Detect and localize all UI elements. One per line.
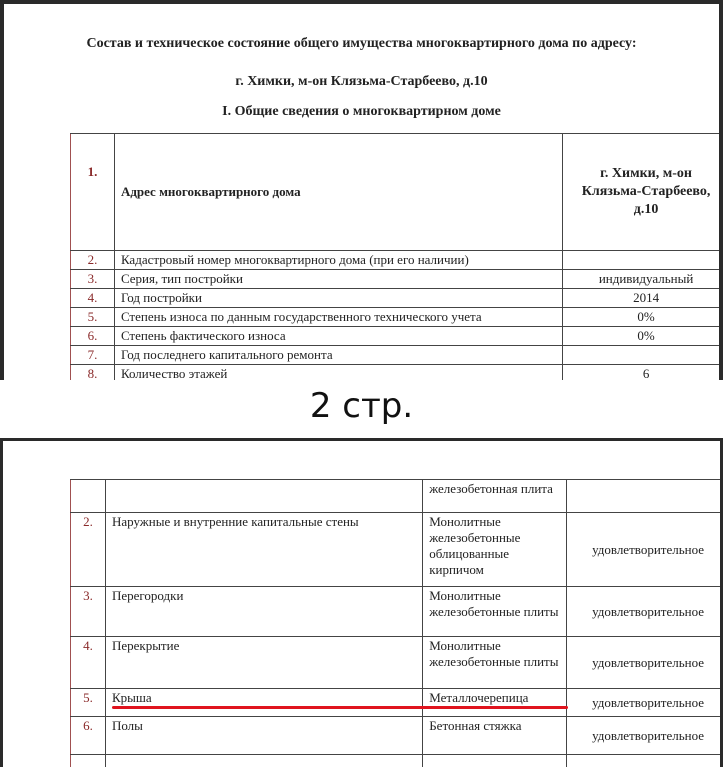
row-label: Перегородки — [105, 587, 422, 637]
page-1-scan — [0, 0, 723, 380]
row-value: 2014 — [563, 289, 723, 308]
row-number: 5. — [71, 689, 106, 717]
row-number: 2. — [71, 513, 106, 587]
row-number: 4. — [71, 289, 115, 308]
page-2-scan — [0, 438, 723, 767]
row-number: 6. — [71, 717, 106, 755]
row-number: 2. — [71, 251, 115, 270]
document-title: Состав и техническое состояние общего имущества многоквартирного дома по адресу: — [86, 36, 637, 51]
table-row — [71, 308, 723, 327]
row-value: 0% — [563, 308, 723, 327]
row-label: Степень фактического износа — [114, 327, 562, 346]
row-label: Степень износа по данным государственного технического учета — [114, 308, 562, 327]
row-state: удовлетворительное — [567, 513, 723, 587]
row-state: удовлетворительное — [567, 717, 723, 755]
table-row — [71, 637, 723, 689]
row-label: Полы — [105, 717, 422, 755]
row-value: 0% — [563, 327, 723, 346]
table-row — [71, 289, 723, 308]
row-label: Год постройки — [114, 289, 562, 308]
row-material: Монолитные железобетонные облицованные кирпичом — [423, 513, 567, 587]
row-value: г. Химки, м-он Клязьма-Старбеево, д.10 — [563, 134, 723, 251]
row-state: удовлетворительное — [567, 587, 723, 637]
row-label: Перекрытие — [105, 637, 422, 689]
row-value: индивидуальный — [563, 270, 723, 289]
red-underline-annotation — [112, 706, 568, 709]
table-row — [71, 480, 723, 513]
row-number: 3. — [71, 587, 106, 637]
row-label: Кадастровый номер многоквартирного дома (при его наличии) — [114, 251, 562, 270]
table-row — [71, 365, 723, 381]
table-row — [71, 755, 723, 767]
table-row — [71, 134, 723, 251]
row-material: Монолитные железобетонные плиты — [423, 587, 567, 637]
section-title: I. Общие сведения о многоквартирном доме — [222, 104, 501, 119]
row-number — [71, 480, 106, 513]
table-row — [71, 270, 723, 289]
row-label: Наружные и внутренние капитальные стены — [105, 513, 422, 587]
row-state — [567, 480, 723, 513]
row-state: удовлетворительное — [567, 689, 723, 717]
table-row — [71, 587, 723, 637]
table-row — [71, 251, 723, 270]
row-material: Металлочерепица — [423, 689, 567, 717]
document-address: г. Химки, м-он Клязьма-Старбеево, д.10 — [235, 74, 488, 89]
row-material: Бетонная стяжка — [423, 717, 567, 755]
row-label: Год последнего капитального ремонта — [114, 346, 562, 365]
row-label: Количество этажей — [114, 365, 562, 381]
row-state: удовлетворительное — [567, 637, 723, 689]
row-number: 1. — [71, 134, 115, 251]
row-value — [563, 251, 723, 270]
row-material: железобетонная плита — [423, 480, 567, 513]
table-row — [71, 717, 723, 755]
row-number: 6. — [71, 327, 115, 346]
row-value: 6 — [563, 365, 723, 381]
row-number: 8. — [71, 365, 115, 381]
table-row — [71, 327, 723, 346]
row-number: 5. — [71, 308, 115, 327]
table-row — [71, 513, 723, 587]
row-label — [105, 480, 422, 513]
row-label: Крыша — [105, 689, 422, 717]
table-row-highlighted — [71, 689, 723, 717]
row-label: Адрес многоквартирного дома — [114, 134, 562, 251]
row-number: 3. — [71, 270, 115, 289]
page-separator-label: 2 стр. — [309, 386, 414, 426]
row-number: 7. — [71, 346, 115, 365]
row-value — [563, 346, 723, 365]
table-row — [71, 346, 723, 365]
row-number: 4. — [71, 637, 106, 689]
row-material: Монолитные железобетонные плиты — [423, 637, 567, 689]
general-info-table — [70, 133, 723, 380]
row-label: Серия, тип постройки — [114, 270, 562, 289]
building-elements-table — [70, 479, 723, 767]
